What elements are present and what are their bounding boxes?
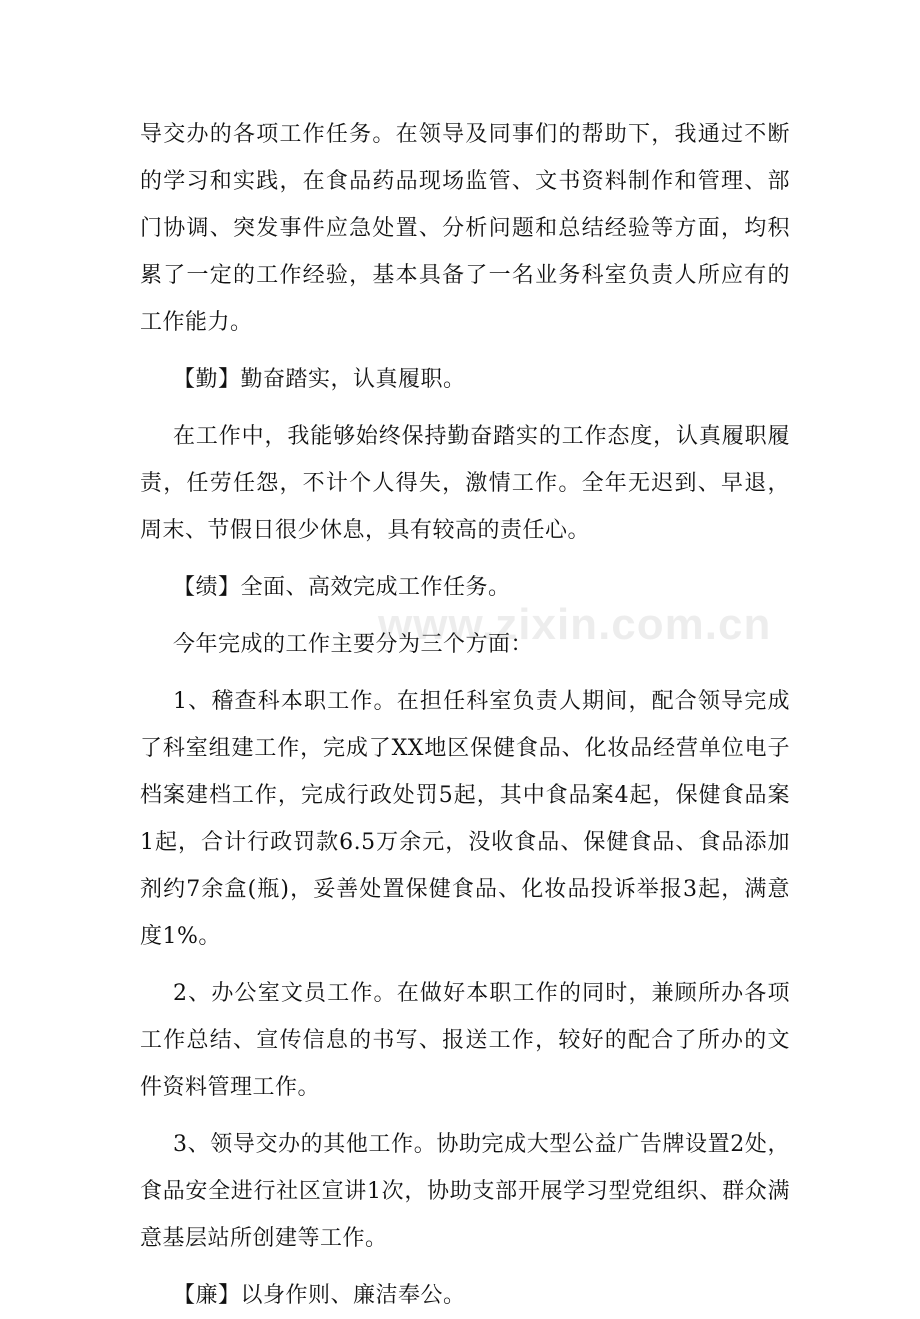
paragraph-item-2: 2、办公室文员工作。在做好本职工作的同时，兼顾所办各项工作总结、宣传信息的书写、报送工作，较好的配合了所办的文件资料管理工作。 — [140, 981, 790, 1100]
heading-diligence: 【勤】勤奋踏实，认真履职。 — [173, 367, 466, 392]
paragraph-work-ability: 导交办的各项工作任务。在领导及同事们的帮助下，我通过不断的学习和实践，在食品药品现场监管、文书资料制作和管理、部门协调、突发事件应急处置、分析问题和总结经验等方面，均积累了一定的工作经验，基本具备了一名业务科室负责人所应有的工作能力。 — [140, 122, 790, 335]
document-body — [140, 111, 790, 1319]
watermark: www.zixin.com.cn — [378, 600, 772, 649]
paragraph-diligence: 在工作中，我能够始终保持勤奋踏实的工作态度，认真履职履责，任劳任怨，不计个人得失，激情工作。全年无迟到、早退，周末、节假日很少休息，具有较高的责任心。 — [140, 424, 790, 543]
heading-integrity: 【廉】以身作则、廉洁奉公。 — [173, 1283, 466, 1308]
paragraph-item-3: 3、领导交办的其他工作。协助完成大型公益广告牌设置2处，食品安全进行社区宣讲1次，协助支部开展学习型党组织、群众满意基层站所创建等工作。 — [140, 1132, 790, 1251]
heading-performance: 【绩】全面、高效完成工作任务。 — [173, 575, 511, 600]
paragraph-item-1: 1、稽查科本职工作。在担任科室负责人期间，配合领导完成了科室组建工作，完成了XX地区保健食品、化妆品经营单位电子档案建档工作，完成行政处罚5起，其中食品案4起，保健食品案1起，合计行政罚款6.5万余元，没收食品、保健食品、食品添加剂约7余盒(瓶)，妥善处置保健食品、化妆品投诉举报3起，满意度1%。 — [140, 689, 790, 949]
paragraph-performance-intro: 今年完成的工作主要分为三个方面： — [173, 632, 534, 657]
